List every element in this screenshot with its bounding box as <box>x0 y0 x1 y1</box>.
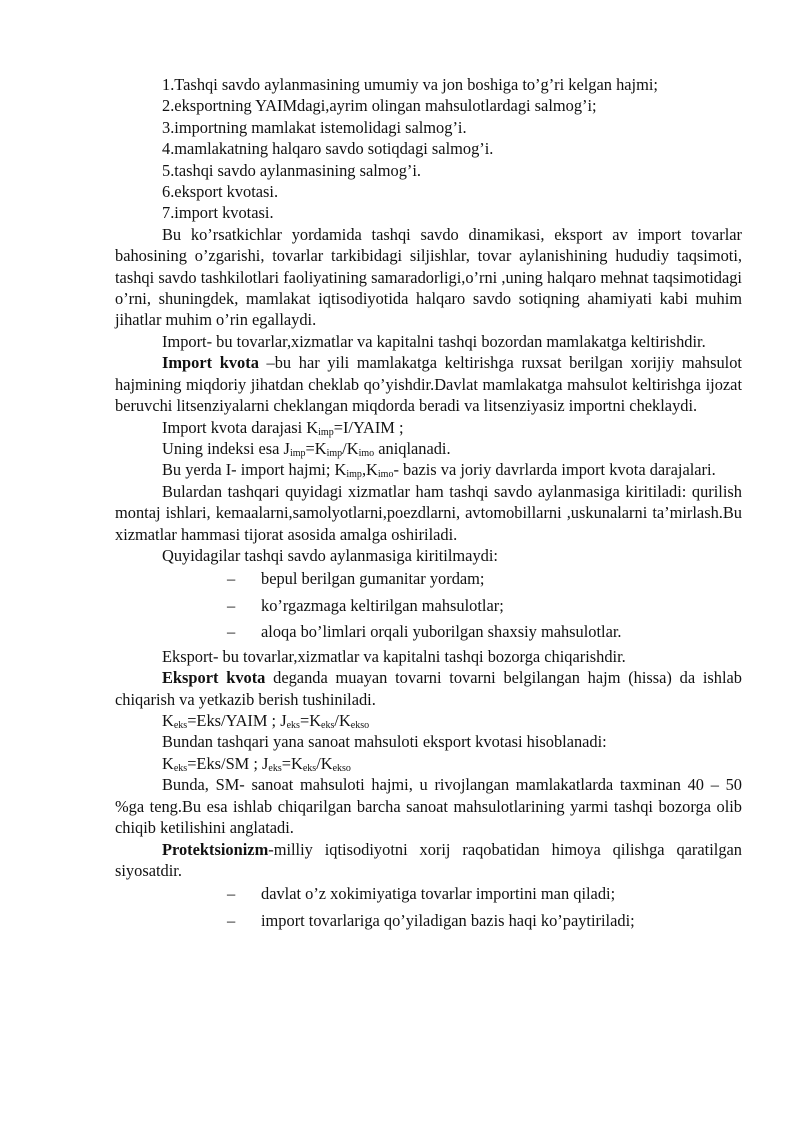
formula-operator: = <box>281 753 291 773</box>
formula-text: aniqlanadi. <box>374 438 451 458</box>
formula-subscript: eks <box>286 720 300 732</box>
dash-list-item <box>115 593 742 620</box>
paragraph-services: Bulardan tashqari quyidagi xizmatlar ham tashqi savdo aylanmasiga kiritiladi: qurilish montaj ishlari, kemaalarni,samolyotlarni,poezdlarni, avtomobillarni ,uskunalarni ta’mirlash.Bu xizmatlar hammasi tijorat asosida amalga oshiriladi. <box>115 481 742 544</box>
formula-symbol: K <box>291 753 303 773</box>
formula-operator: = <box>299 711 310 731</box>
dash-mark: – <box>227 569 236 589</box>
formula-symbol: K <box>320 753 333 773</box>
formula-export-1 <box>115 710 742 731</box>
formula-text: =I/YAIM ; <box>333 417 404 437</box>
formula-symbol: K <box>366 460 378 480</box>
dash-list-item <box>115 619 742 646</box>
formula-operator: / <box>316 753 321 773</box>
term-protectionism: Protektsionizm <box>162 839 269 859</box>
formula-subscript: eks <box>173 762 188 774</box>
export-quota-text: deganda muayan tovarni tovarni belgilangan hajm (hissa) da ishlab chiqarish va yetkazib berish tushiniladi. <box>115 668 743 709</box>
formula-operator: , <box>361 460 367 480</box>
list-item: 1.Tashqi savdo aylanmasining umumiy va jon boshiga to’g’ri kelgan hajmi; <box>162 75 658 94</box>
paragraph-import-definition: Import- bu tovarlar,xizmatlar va kapitalni tashqi bozordan mamlakatga keltirishdir. <box>162 331 706 351</box>
dash-mark: – <box>227 622 236 642</box>
formula-text: Uning indeksi esa <box>162 438 284 458</box>
dash-list-item <box>115 566 742 593</box>
list-item: 5.tashqi savdo aylanmasining salmog’i. <box>162 160 422 180</box>
formula-subscript: imp <box>289 447 306 459</box>
paragraph-protectionism <box>115 839 742 882</box>
term-import-quota: Import kvota <box>162 353 259 373</box>
dash-item-text: bepul berilgan gumanitar yordam; <box>261 569 485 589</box>
formula-import-index <box>115 438 742 459</box>
formula-import-level <box>115 417 742 438</box>
list-item: 4.mamlakatning halqaro savdo sotiqdagi salmog’i. <box>162 139 494 159</box>
dash-item-text: ko’rgazmaga keltirilgan mahsulotlar; <box>261 595 504 615</box>
formula-symbol: J <box>262 753 269 773</box>
formula-text: =Eks/YAIM ; <box>187 711 281 731</box>
formula-symbol: K <box>162 753 174 773</box>
formula-subscript: imp <box>318 426 334 438</box>
formula-subscript: eks <box>321 720 335 732</box>
formula-symbol: K <box>338 711 351 731</box>
formula-subscript: imo <box>377 469 394 481</box>
term-export-quota: Eksport kvota <box>162 668 266 688</box>
paragraph-text: Bu yerda I- import hajmi; <box>162 460 335 480</box>
dash-mark: – <box>227 910 236 930</box>
formula-symbol: K <box>309 711 322 731</box>
formula-text: =Eks/SM ; <box>187 753 263 773</box>
dash-item-text: aloqa bo’limlari orqali yuborilgan shaxsiy mahsulotlar. <box>261 622 622 642</box>
dash-item-text: davlat o’z xokimiyatiga tovarlar importini man qiladi; <box>261 884 616 904</box>
formula-subscript: imo <box>358 447 375 459</box>
list-item: 7.import kvotasi. <box>162 203 274 223</box>
formula-symbol: K <box>306 417 319 437</box>
paragraph-import-quota <box>115 352 742 416</box>
paragraph-indicators: Bu ko’rsatkichlar yordamida tashqi savdo dinamikasi, eksport av import tovarlar bahosining o’zgarishi, tovarlar tarkibidagi siljishlar, tovar aylanishining hududiy taqsimoti, tashqi savdo tashkilotlari faoliyatining samaradorligi,o’rni ,uning halqaro mehnat taqsimotidagi o’rni, shuningdek, mamlakat iqtisodiyotida halqaro savdo sotiqning ahamiyati kabi muhim jihatlar muhim o’rin egallaydi. <box>115 224 742 330</box>
formula-symbol: K <box>314 438 327 458</box>
import-quota-text: –bu har yili mamlakatga keltirishga ruxsat berilgan xorijiy mahsulot hajmining miqdoriy jihatdan cheklab qo’yishdir.Davlat mamlakatga mahsulot keltirishga ijozat beruvchi litsenziyalarni cheklangan miqdorda beradi va litsenziyasiz importni cheklaydi. <box>115 353 742 416</box>
formula-operator: / <box>334 711 339 731</box>
formula-symbol: K <box>162 711 174 731</box>
protectionism-text: -milliy iqtisodiyotni xorij raqobatidan himoya qilishga qaratilgan siyosatdir. <box>115 839 742 880</box>
formula-subscript: eks <box>268 762 282 774</box>
paragraph-not-included: Quyidagilar tashqi savdo aylanmasiga kiritilmaydi: <box>162 545 498 565</box>
paragraph-industrial: Bundan tashqari yana sanoat mahsuloti eksport kvotasi hisoblanadi: <box>162 732 607 752</box>
list-item: 6.eksport kvotasi. <box>162 182 279 202</box>
paragraph-sm: Bunda, SM- sanoat mahsuloti hajmi, u rivojlangan mamlakatlarda taxminan 40 – 50 %ga teng.Bu esa ishlab chiqarilgan barcha sanoat mahsulotlarining yarmi tashqi bozorga olib chiqib ketilishini anglatadi. <box>115 775 742 838</box>
formula-symbol: J <box>280 711 287 731</box>
formula-operator: = <box>305 438 315 458</box>
dash-mark: – <box>227 595 236 615</box>
formula-symbol: K <box>334 460 347 480</box>
list-item: 3.importning mamlakat istemolidagi salmog’i. <box>162 117 467 137</box>
formula-subscript: eks <box>302 762 317 774</box>
paragraph-export-quota <box>115 667 742 710</box>
formula-text: Import kvota darajasi <box>162 417 307 437</box>
formula-operator: / <box>342 438 347 458</box>
formula-subscript: imp <box>346 469 362 481</box>
formula-symbol: J <box>283 438 290 458</box>
list-item: 2.eksportning YAIMdagi,ayrim olingan mahsulotlardagi salmog’i; <box>162 96 597 116</box>
formula-export-2 <box>115 753 742 774</box>
formula-subscript: ekso <box>332 762 351 774</box>
formula-subscript: ekso <box>350 720 370 732</box>
dash-list-item <box>115 881 742 908</box>
dash-mark: – <box>227 884 236 904</box>
paragraph-here <box>115 459 742 480</box>
formula-subscript: imp <box>326 447 343 459</box>
paragraph-text: - bazis va joriy davrlarda import kvota darajalari. <box>393 460 716 480</box>
dash-item-text: import tovarlariga qo’yiladigan bazis haqi ko’paytiriladi; <box>261 910 635 930</box>
formula-symbol: K <box>346 438 359 458</box>
dash-list-item <box>115 908 742 935</box>
formula-subscript: eks <box>173 720 188 732</box>
paragraph-export-definition: Eksport- bu tovarlar,xizmatlar va kapitalni tashqi bozorga chiqarishdir. <box>162 646 626 666</box>
